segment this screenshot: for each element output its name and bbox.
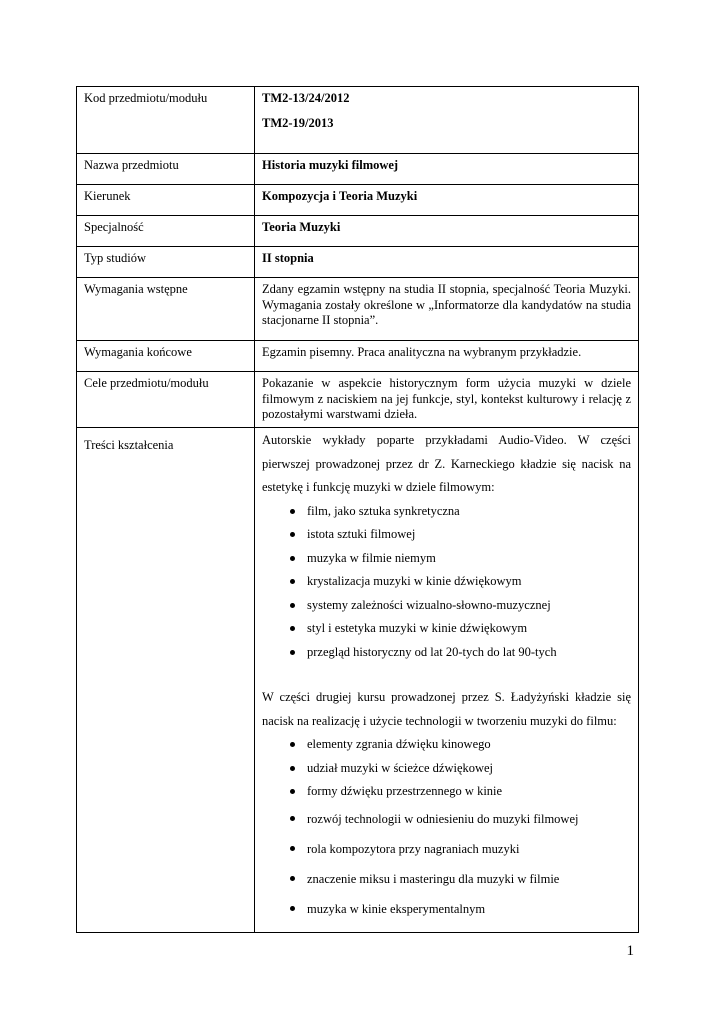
list-item: krystalizacja muzyki w kinie dźwiękowym — [307, 570, 631, 594]
label-typ: Typ studiów — [77, 247, 255, 278]
row-specjalnosc — [77, 216, 639, 247]
row-tresci — [77, 428, 639, 933]
label-kod: Kod przedmiotu/modułu — [77, 87, 255, 154]
topics-list-part2 — [262, 733, 631, 924]
value-tresci — [255, 428, 639, 933]
label-nazwa: Nazwa przedmiotu — [77, 154, 255, 185]
list-item: systemy zależności wizualno-słowno-muzycznej — [307, 594, 631, 618]
list-item: przegląd historyczny od lat 20-tych do lat 90-tych — [307, 641, 631, 665]
label-specjalnosc: Specjalność — [77, 216, 255, 247]
tresci-intro: Autorskie wykłady poparte przykładami Audio-Video. W części pierwszej prowadzonej przez dr Z. Karneckiego kładzie się nacisk na estetykę i funkcję muzyki w dziele filmowym: — [262, 433, 631, 494]
label-wymagania-koncowe: Wymagania końcowe — [77, 341, 255, 372]
label-wymagania-wstepne: Wymagania wstępne — [77, 278, 255, 341]
value-typ: II stopnia — [255, 247, 639, 278]
list-item: film, jako sztuka synkretyczna — [307, 500, 631, 524]
row-cele — [77, 372, 639, 428]
row-wymagania-koncowe — [77, 341, 639, 372]
row-typ — [77, 247, 639, 278]
list-item: znaczenie miksu i masteringu dla muzyki w filmie — [307, 864, 631, 894]
label-cele: Cele przedmiotu/modułu — [77, 372, 255, 428]
list-item: styl i estetyka muzyki w kinie dźwiękowym — [307, 617, 631, 641]
row-kod — [77, 87, 639, 154]
list-item: istota sztuki filmowej — [307, 523, 631, 547]
spacer — [262, 664, 631, 686]
list-item: rozwój technologii w odniesieniu do muzyki filmowej — [307, 804, 631, 834]
label-kierunek: Kierunek — [77, 185, 255, 216]
list-item: formy dźwięku przestrzennego w kinie — [307, 780, 631, 804]
value-kod — [255, 87, 639, 154]
row-kierunek — [77, 185, 639, 216]
value-wymagania-wstepne: Zdany egzamin wstępny na studia II stopnia, specjalność Teoria Muzyki. Wymagania zostały określone w „Informatorze dla kandydatów na studia stacjonarne II stopnia”. — [255, 278, 639, 341]
list-item: rola kompozytora przy nagraniach muzyki — [307, 834, 631, 864]
value-cele: Pokazanie w aspekcie historycznym form użycia muzyki w dziele filmowym z naciskiem na jej funkcje, styl, kontekst kulturowy i relację z pozostałymi warstwami dzieła. — [255, 372, 639, 428]
topics-list-part1 — [262, 500, 631, 665]
label-tresci: Treści kształcenia — [77, 428, 255, 933]
list-item: elementy zgrania dźwięku kinowego — [307, 733, 631, 757]
value-nazwa: Historia muzyki filmowej — [255, 154, 639, 185]
code-1: TM2-13/24/2012 — [262, 91, 350, 105]
syllabus-table — [76, 86, 639, 933]
row-wymagania-wstepne — [77, 278, 639, 341]
code-2: TM2-19/2013 — [262, 115, 334, 130]
row-nazwa — [77, 154, 639, 185]
tresci-part2-intro: W części drugiej kursu prowadzonej przez S. Ładyżyński kładzie się nacisk na realizację i użycie technologii w tworzeniu muzyki do filmu: — [262, 690, 631, 728]
page-number: 1 — [626, 943, 634, 959]
list-item: udział muzyki w ścieżce dźwiękowej — [307, 757, 631, 781]
value-wymagania-koncowe: Egzamin pisemny. Praca analityczna na wybranym przykładzie. — [255, 341, 639, 372]
list-item: muzyka w filmie niemym — [307, 547, 631, 571]
value-specjalnosc: Teoria Muzyki — [255, 216, 639, 247]
value-kierunek: Kompozycja i Teoria Muzyki — [255, 185, 639, 216]
list-item: muzyka w kinie eksperymentalnym — [307, 894, 631, 924]
